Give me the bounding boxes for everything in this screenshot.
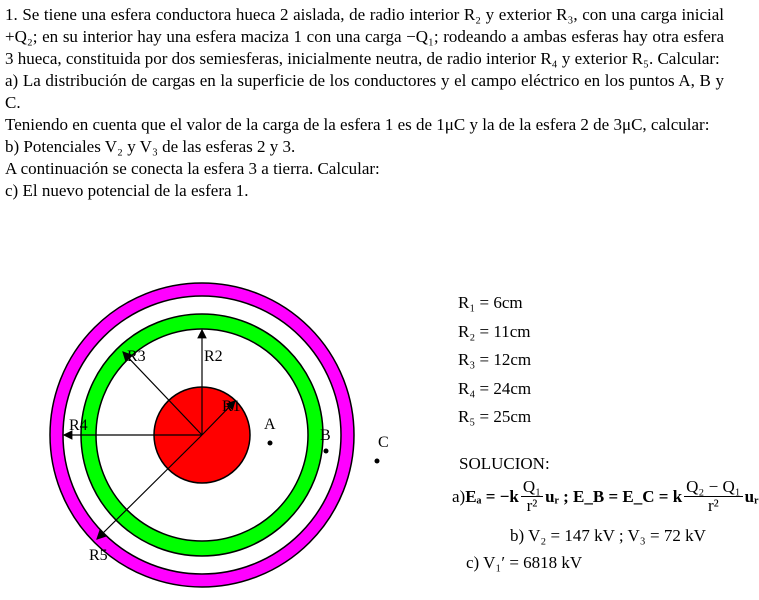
point-a-label: A bbox=[264, 416, 276, 433]
eb-numerator: Q₂ − Q₁ bbox=[686, 477, 741, 496]
problem-continuation: A continuación se conecta la esfera 3 a tierra. Calcular: bbox=[5, 159, 380, 178]
r5-value: R₅ = 25cm bbox=[458, 407, 532, 426]
solution-c: c) V₁′ = 6818 kV bbox=[466, 553, 583, 572]
problem-intro: 1. Se tiene una esfera conductora hueca 2 aislada, de radio interior R₂ y exterior R₃, con una carga inicial +Q₂; en su interior hay una esfera maciza 1 con una carga −Q₁; rodeando a ambas esferas hay otra esfera 3 hueca, constituida por dos semiesferas, inicialmente neutra, de radio interior R₄ y exterior R₅. Calcular: bbox=[5, 5, 724, 68]
r2-label: R2 bbox=[204, 348, 223, 365]
problem-part-c: c) El nuevo potencial de la esfera 1. bbox=[5, 181, 249, 200]
solution-ea-unit: uᵣ ; bbox=[545, 486, 569, 506]
ea-fraction bbox=[521, 478, 543, 515]
point-b-marker bbox=[324, 449, 329, 454]
r3-value: R₃ = 12cm bbox=[458, 350, 532, 369]
solution-eb-unit: uᵣ bbox=[744, 486, 759, 506]
r4-label: R4 bbox=[69, 417, 88, 434]
r1-value: R₁ = 6cm bbox=[458, 293, 523, 312]
point-b-label: B bbox=[320, 427, 331, 444]
eb-denominator: r² bbox=[708, 496, 719, 515]
r5-label: R5 bbox=[89, 547, 108, 564]
solution-b: b) V₂ = 147 kV ; V₃ = 72 kV bbox=[510, 526, 706, 545]
r2-value: R₂ = 11cm bbox=[458, 321, 531, 341]
problem-statement bbox=[5, 4, 724, 202]
eb-fraction bbox=[684, 478, 743, 515]
ea-denominator: r² bbox=[526, 496, 538, 515]
point-c-marker bbox=[375, 459, 380, 464]
problem-part-a: a) La distribución de cargas en la superficie de los conductores y el campo eléctrico en los puntos A, B y C. bbox=[5, 71, 724, 112]
solution-eb-lhs: E_B = E_C = k bbox=[573, 486, 683, 506]
r1-label: R1 bbox=[222, 398, 241, 415]
radii-data bbox=[458, 289, 531, 432]
r4-value: R₄ = 24cm bbox=[458, 378, 532, 398]
problem-given: Teniendo en cuenta que el valor de la carga de la esfera 1 es de 1μC y la de la esfera 2 de 3μC, calcular: bbox=[5, 115, 710, 134]
r3-label: R3 bbox=[127, 348, 146, 365]
solution-a bbox=[452, 478, 758, 515]
spheres-diagram bbox=[35, 278, 389, 598]
problem-part-b: b) Potenciales V₂ y V₃ de las esferas 2 y 3. bbox=[5, 137, 296, 156]
point-a-marker bbox=[268, 441, 273, 446]
solution-title: SOLUCION: bbox=[459, 454, 550, 473]
solution-ea-lhs: Eₐ = −k bbox=[465, 486, 519, 506]
solution-a-prefix: a) bbox=[452, 486, 466, 506]
point-c-label: C bbox=[378, 434, 389, 451]
ea-numerator: Q₁ bbox=[522, 477, 542, 496]
